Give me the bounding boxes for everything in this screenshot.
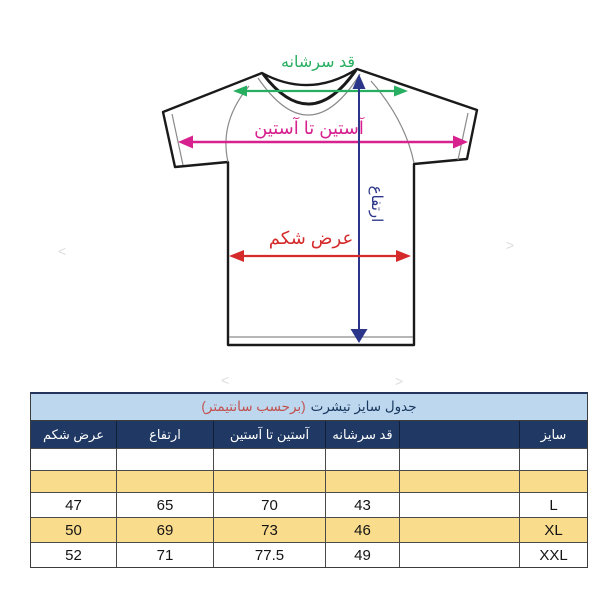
watermark-chevron-icon: < — [58, 243, 67, 259]
watermark-chevron-icon: > — [506, 237, 515, 253]
header-cell-shoulder: قد سرشانه — [325, 421, 399, 448]
table-title — [31, 394, 587, 421]
cell-shoulder: 43 — [325, 493, 399, 517]
table-row-size-xl — [31, 518, 587, 543]
cell-empty — [399, 543, 519, 567]
shirt-outline — [163, 69, 477, 345]
cell-shoulder: 49 — [325, 543, 399, 567]
header-cell-belly-width: عرض شکم — [43, 426, 104, 442]
cell-sleeve-to-sleeve: 70 — [213, 493, 325, 517]
cell-size: L — [519, 493, 587, 517]
cell-empty — [399, 518, 519, 542]
shoulder-width-label: قد سرشانه — [280, 54, 356, 71]
cell-size: XL — [519, 518, 587, 542]
spacer-row-yellow — [31, 471, 587, 493]
cell-belly-width: 50 — [65, 521, 82, 539]
cell-empty — [399, 493, 519, 517]
cell-height: 65 — [116, 493, 213, 517]
header-cell-height: ارتفاع — [116, 421, 213, 448]
table-row-size-l — [31, 493, 587, 518]
cell-shoulder: 46 — [325, 518, 399, 542]
cell-sleeve-to-sleeve: 77.5 — [213, 543, 325, 567]
sleeve-to-sleeve-label: آستین تا آستین — [254, 118, 364, 138]
header-cell-size: سایز — [519, 421, 587, 448]
cell-height: 71 — [116, 543, 213, 567]
cell-sleeve-to-sleeve: 73 — [213, 518, 325, 542]
watermark-chevron-icon: > — [395, 373, 404, 389]
watermark-chevron-icon: < — [221, 372, 230, 388]
size-table — [30, 392, 588, 568]
table-title-main: جدول سایز تیشرت — [310, 399, 417, 414]
belly-width-label: عرض شکم — [268, 228, 354, 248]
header-cell-sleeve-to-sleeve: آستین تا آستین — [213, 421, 325, 448]
cell-belly-width: 52 — [65, 546, 82, 564]
cell-size: XXL — [519, 543, 587, 567]
table-title-unit: (برحسب سانتیمتر) — [201, 399, 306, 414]
cell-belly-width: 47 — [65, 496, 82, 514]
height-label: ارتفاع — [368, 185, 385, 223]
table-row-size-xxl — [31, 543, 587, 567]
header-cell-empty — [399, 421, 519, 448]
cell-height: 69 — [116, 518, 213, 542]
spacer-row-white — [31, 449, 587, 471]
table-header-row — [31, 421, 587, 449]
